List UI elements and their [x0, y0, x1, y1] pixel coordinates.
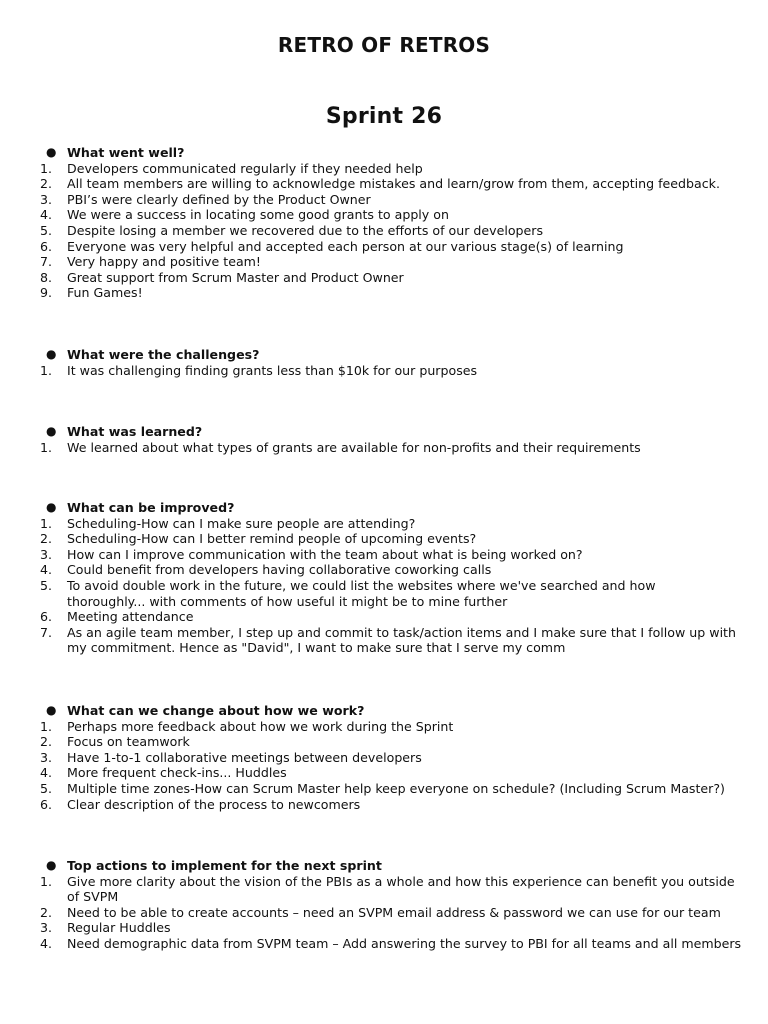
item-number: 2. — [40, 904, 53, 920]
item-text: Have 1-to-1 collaborative meetings between developers — [67, 749, 422, 765]
item-number: 1. — [40, 160, 53, 176]
list-item — [0, 874, 768, 905]
item-number: 3. — [40, 920, 53, 936]
item-number: 5. — [40, 577, 53, 593]
bullet-icon: ● — [46, 145, 57, 159]
item-number: 5. — [40, 222, 53, 238]
item-text: Focus on teamwork — [67, 734, 190, 750]
item-number: 7. — [40, 254, 53, 270]
item-text: Developers communicated regularly if they needed help — [67, 160, 423, 176]
sprint-subtitle: Sprint 26 — [325, 104, 443, 129]
list-item — [0, 239, 768, 255]
item-text: Scheduling-How can I better remind people of upcoming events? — [67, 531, 477, 547]
section-heading-row — [0, 424, 768, 440]
list-item — [0, 797, 768, 813]
item-number: 1. — [40, 718, 53, 734]
item-number: 5. — [40, 780, 53, 796]
list-item — [0, 223, 768, 239]
bullet-icon: ● — [46, 424, 57, 438]
list-item — [0, 750, 768, 766]
item-text: To avoid double work in the future, we could list the websites where we've searched and how thoroughly... with comments of how useful it might be to mine further — [67, 577, 656, 609]
item-text: Perhaps more feedback about how we work during the Sprint — [67, 718, 454, 734]
list-item — [0, 516, 768, 532]
item-text: Meeting attendance — [67, 609, 194, 625]
section-improved — [0, 500, 768, 656]
page-title: RETRO OF RETROS — [277, 33, 491, 57]
item-text: Fun Games! — [67, 285, 143, 301]
bullet-icon: ● — [46, 500, 57, 514]
item-number: 4. — [40, 562, 53, 578]
list-item — [0, 363, 768, 379]
item-text: Could benefit from developers having collaborative coworking calls — [67, 562, 492, 578]
item-text: Need demographic data from SVPM team – Add answering the survey to PBI for all teams and all members — [67, 935, 742, 951]
item-text: Need to be able to create accounts – need an SVPM email address & password we can use for our team — [67, 904, 721, 920]
item-text: PBI’s were clearly defined by the Product Owner — [67, 191, 371, 207]
item-text: Multiple time zones-How can Scrum Master help keep everyone on schedule? (Including Scrum Master?) — [67, 780, 725, 796]
item-number: 3. — [40, 749, 53, 765]
item-text: As an agile team member, I step up and commit to task/action items and I make sure that I follow up with my commitment. Hence as "David", I want to make sure that I serve my comm — [67, 624, 736, 656]
item-number: 6. — [40, 796, 53, 812]
item-number: 4. — [40, 207, 53, 223]
item-text: All team members are willing to acknowledge mistakes and learn/grow from them, accepting feedback. — [67, 176, 720, 192]
item-text: Clear description of the process to newcomers — [67, 796, 361, 812]
section-heading: What can we change about how we work? — [67, 703, 365, 718]
section-heading-row — [0, 145, 768, 161]
list-item — [0, 609, 768, 625]
bullet-icon: ● — [46, 347, 57, 361]
section-heading-row — [0, 500, 768, 516]
item-text: It was challenging finding grants less than $10k for our purposes — [67, 362, 478, 378]
item-text: Give more clarity about the vision of the PBIs as a whole and how this experience can benefit you outside of SVPM — [67, 873, 735, 905]
item-number: 8. — [40, 269, 53, 285]
item-text: More frequent check-ins... Huddles — [67, 765, 287, 781]
item-text: Despite losing a member we recovered due to the efforts of our developers — [67, 222, 544, 238]
section-heading-row — [0, 347, 768, 363]
item-text: We were a success in locating some good grants to apply on — [67, 207, 449, 223]
section-challenges — [0, 347, 768, 378]
list-item — [0, 270, 768, 286]
item-number: 4. — [40, 935, 53, 951]
item-number: 6. — [40, 238, 53, 254]
section-heading: What went well? — [67, 145, 185, 160]
list-item — [0, 192, 768, 208]
item-number: 7. — [40, 624, 53, 640]
list-item — [0, 936, 768, 952]
list-item — [0, 161, 768, 177]
section-change — [0, 703, 768, 812]
section-heading: What were the challenges? — [67, 347, 260, 362]
list-item — [0, 719, 768, 735]
list-item — [0, 207, 768, 223]
item-text: Regular Huddles — [67, 920, 171, 936]
item-text: How can I improve communication with the team about what is being worked on? — [67, 546, 583, 562]
item-text: Scheduling-How can I make sure people are attending? — [67, 515, 416, 531]
section-heading-row — [0, 858, 768, 874]
item-number: 2. — [40, 176, 53, 192]
section-heading: What was learned? — [67, 424, 203, 439]
item-number: 4. — [40, 765, 53, 781]
item-text: Everyone was very helpful and accepted each person at our various stage(s) of learning — [67, 238, 624, 254]
section-heading-row — [0, 703, 768, 719]
item-text: We learned about what types of grants are available for non-profits and their requirements — [67, 439, 641, 455]
list-item — [0, 285, 768, 301]
list-item — [0, 176, 768, 192]
bullet-icon: ● — [46, 858, 57, 872]
list-item — [0, 531, 768, 547]
list-item — [0, 254, 768, 270]
item-number: 1. — [40, 515, 53, 531]
list-item — [0, 734, 768, 750]
section-learned — [0, 424, 768, 455]
item-number: 2. — [40, 734, 53, 750]
item-number: 9. — [40, 285, 53, 301]
item-number: 1. — [40, 362, 53, 378]
section-heading: What can be improved? — [67, 500, 235, 515]
list-item — [0, 625, 768, 656]
item-number: 1. — [40, 873, 53, 889]
bullet-icon: ● — [46, 703, 57, 717]
list-item — [0, 920, 768, 936]
list-item — [0, 905, 768, 921]
item-number: 2. — [40, 531, 53, 547]
list-item — [0, 440, 768, 456]
item-text: Great support from Scrum Master and Product Owner — [67, 269, 404, 285]
section-went-well — [0, 145, 768, 301]
list-item — [0, 562, 768, 578]
section-top-actions — [0, 858, 768, 952]
item-number: 3. — [40, 191, 53, 207]
item-number: 3. — [40, 546, 53, 562]
list-item — [0, 765, 768, 781]
item-number: 1. — [40, 439, 53, 455]
item-number: 6. — [40, 609, 53, 625]
item-text: Very happy and positive team! — [67, 254, 261, 270]
section-heading: Top actions to implement for the next sprint — [67, 858, 382, 873]
list-item — [0, 547, 768, 563]
list-item — [0, 781, 768, 797]
list-item — [0, 578, 768, 609]
